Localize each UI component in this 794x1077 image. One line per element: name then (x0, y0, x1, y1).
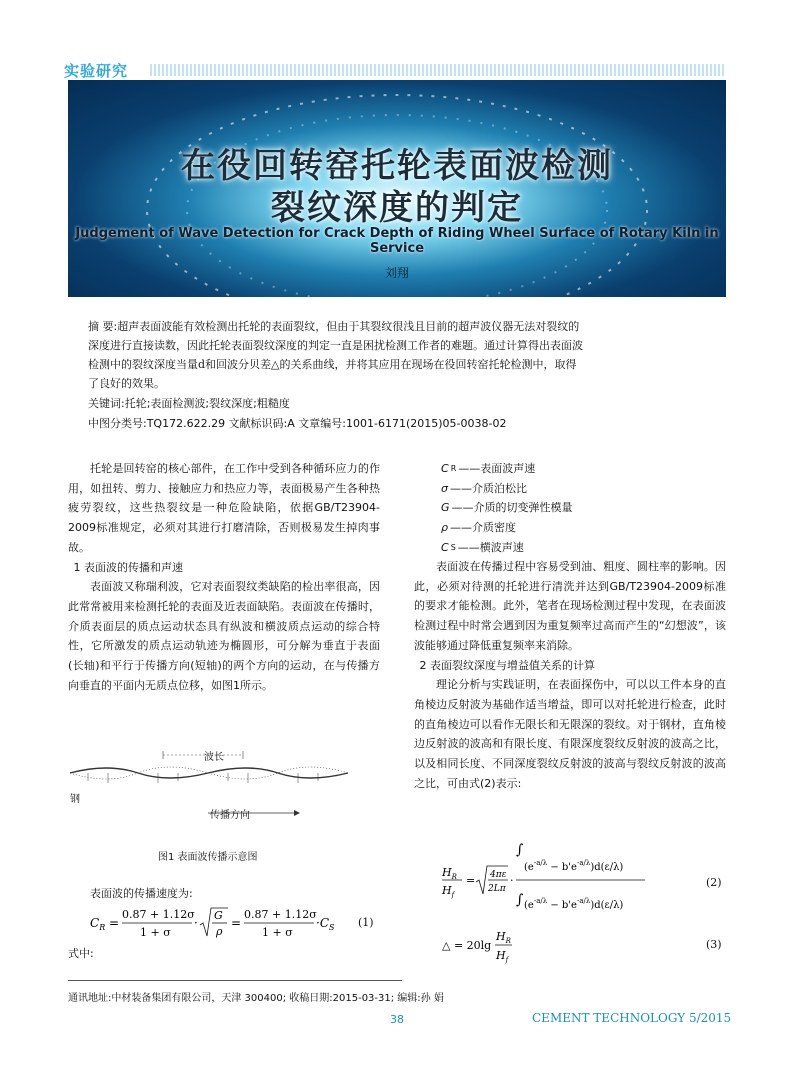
symbol-desc: ——介质泊松比 (449, 481, 527, 495)
line: 托轮进行检查，此时的直角棱边可以看作无限长和无限 (414, 697, 727, 731)
abstract-line-2: 深度进行直接读数，因此托轮表面裂纹深度的判定一直是困扰检测工作者的难题。通过计算得出表面波 (88, 339, 583, 352)
symbol-desc: ——介质的切变弹性模量 (451, 501, 573, 515)
equation-2 (440, 842, 660, 925)
section-tag: 实验研究 (64, 62, 129, 80)
line: 度、有限深度裂纹反射波的波高之比，以及相同长度、不 (414, 737, 727, 771)
abstract-line-4: 了良好的效果。 (88, 377, 165, 390)
author: 刘翔 (384, 266, 409, 280)
symbol: σ (441, 481, 448, 495)
line: 同深度裂纹反射波的波高与裂纹反射波的波高之比，可 (414, 757, 727, 790)
svg-text:1 + σ: 1 + σ (140, 926, 171, 939)
line: 理论分析与实践证明，在表面探伤中，可以以工 (436, 678, 671, 692)
line: 为椭圆形，可分解为垂直于表面(长轴)和平行于传播方 (68, 639, 380, 673)
title-english: Judgement of Wave Detection for Crack Depth of Riding Wheel Surface of Rotary Kiln in Service (75, 226, 719, 256)
symbol: ρ (441, 521, 448, 535)
equation-3-number: (3) (706, 938, 722, 951)
line: 向(短轴)的两个方向的运动，在与传播方向垂直的平面 (68, 659, 380, 692)
svg-text:Hf: $H_f$ (442, 884, 455, 899)
symbol-def-rho (441, 518, 731, 538)
abstract-line-3: 检测中的裂纹深度当量d和回波分贝差△的关系曲线，并将其应用在现场在役回转窑托轮检测中，取得 (88, 358, 577, 371)
figure-label-wavelength: 波长 (204, 752, 224, 763)
svg-text:=: = (231, 916, 242, 930)
line: 复频率来消除。 (502, 638, 579, 652)
symbol-desc: ——介质密度 (449, 521, 516, 535)
svg-text:∫: ∫ (516, 892, 524, 908)
para-rayleigh (68, 577, 380, 695)
svg-text:△ = 20lg: △ = 20lg (442, 939, 492, 952)
line: 极易产生各种热疲劳裂纹，这些热裂纹是一种危险缺 (68, 481, 381, 515)
figure-label-direction: 传播方向 (210, 810, 250, 821)
footer-address: 通讯地址:中材装备集团有限公司，天津 300400; 收稿日期:2015-03-31; 编辑:孙 娟 (68, 993, 444, 1004)
symbol-def-cr (441, 459, 731, 479)
where-label: 式中: (68, 947, 94, 960)
line: 表面波又称瑞利波，它对表面裂纹类缺陷的检出率 (90, 580, 336, 594)
symbol-def-g (441, 498, 731, 518)
svg-text:∫: ∫ (516, 842, 524, 858)
symbol: C (441, 540, 449, 554)
line: 件本身的直角棱边反射波为基础作适当增益，即可以对 (414, 678, 726, 711)
line: 应力的作用，如扭转、剪力、接触应力和热应力等，表面 (68, 462, 381, 495)
svg-text:4πε: 4πε (490, 870, 507, 880)
line: T23904-2009标准的要求才能检测。此外，笔者在现场 (414, 579, 726, 613)
abstract-text: 超声表面波能有效检测出托轮的表面裂纹，但由于其裂纹很浅且目前的超声波仪器无法对裂纹的 (117, 320, 580, 333)
line: 和横波质点运动的综合特性，它所激发的质点运动轨迹 (68, 619, 381, 653)
speed-text: 表面波的传播速度为: (90, 887, 193, 900)
journal-name: CEMENT TECHNOLOGY 5/2015 (532, 1011, 732, 1025)
para-intro (68, 459, 380, 558)
abstract-line-1 (88, 318, 718, 336)
section-heading-2: 2 表面裂纹深度与增益值关系的计算 (419, 658, 595, 672)
svg-text:HR: $H_R$ (442, 866, 457, 881)
svg-text:0.87 + 1.12σ: 0.87 + 1.12σ (122, 908, 195, 921)
line: 检测过程中发现，在表面波检测过程中时常会遇到因为 (414, 599, 727, 633)
symbol-def-sigma (441, 479, 731, 499)
symbol-list (441, 459, 731, 558)
symbol: G (441, 501, 450, 515)
svg-text:·CS: $\cdot C_S$ (316, 916, 335, 932)
svg-text:·: · (510, 874, 514, 887)
symbol-def-cs (441, 538, 731, 558)
line: 深的裂纹。对于钢材，直角棱边反射波的波高和有限长 (414, 717, 727, 751)
equation-2-number: (2) (706, 876, 722, 889)
svg-text:=: = (466, 874, 476, 887)
svg-text:(e-a/λ − b'e-a/λ)d(ε/λ): $(e^{-a/\lambda} - b'e^{-a/\lambda})d(\varepsilon/\lambda)$ (524, 897, 624, 911)
symbol-desc: ——横波声速 (457, 540, 524, 554)
speed-intro (68, 884, 380, 904)
title-line-1: 在役回转窑托轮表面波检测 (181, 146, 613, 186)
header-stripe (150, 64, 725, 76)
symbol-subscript: R (450, 464, 457, 473)
line: 陷，依据GB/T23904-2009标准规定，必须对其进行打磨 (68, 501, 380, 535)
line: 由式(2)表示: (458, 776, 522, 790)
svg-text:1 + σ: 1 + σ (262, 926, 293, 939)
equation-1-number: (1) (358, 916, 374, 929)
left-column-text (68, 459, 380, 695)
line: 托轮是回转窑的核心部件，在工作中受到各种循环 (90, 462, 336, 475)
svg-text:HR: $H_R$ (496, 930, 511, 945)
equation-3 (440, 928, 560, 967)
svg-text:0.87 + 1.12σ: 0.87 + 1.12σ (244, 908, 317, 921)
line: 重复频率过高而产生的“幻想波”，该波能够通过降低重 (414, 619, 726, 652)
line: 很高，因此常常被用来检测托轮的表面及近表面缺陷。 (68, 580, 381, 613)
svg-text:·: · (194, 916, 198, 930)
section-heading-1: 1 表面波的传播和声速 (73, 560, 183, 574)
figure-label-steel: 钢 (70, 794, 80, 805)
title-line-2: 裂纹深度的判定 (271, 188, 523, 228)
para-theory (414, 675, 726, 793)
svg-text:(e-a/λ − b'e-a/λ)d(ε/λ): $(e^{-a/\lambda} - b'e^{-a/\lambda})d(\varepsilon/\lambda)$ (524, 859, 624, 873)
svg-text:ρ: ρ (216, 925, 223, 938)
symbol: C (441, 462, 449, 475)
figure-caption: 图1 表面波传播示意图 (158, 852, 258, 863)
line: 表面波在传播过程中容易受到油、粗度、圆柱率的 (436, 560, 682, 573)
classification: 中图分类号:TQ172.622.29 文献标识码:A 文章编号:1001-6171(2015)05-0038-02 (88, 417, 507, 430)
svg-text:G: G (214, 909, 223, 922)
svg-text:2Lπ: 2Lπ (488, 884, 506, 894)
line: 内无质点位移，如图1所示。 (134, 678, 273, 692)
symbol-subscript: S (450, 542, 456, 552)
title-banner (68, 80, 726, 297)
abstract-label: 摘 要: (88, 320, 118, 333)
footer-divider (68, 980, 402, 981)
para-influence (414, 557, 726, 656)
svg-text:Hf: $H_f$ (496, 949, 509, 964)
keywords: 关键词:托轮;表面检测波;裂纹深度;粗糙度 (88, 397, 290, 410)
line: 清除，否则极易发生掉肉事故。 (68, 521, 381, 554)
page-number: 38 (390, 1013, 404, 1026)
equation-1 (90, 906, 350, 943)
line: 表面波在传播时，介质表面层的质点运动状态具有纵波 (68, 599, 381, 633)
symbol-desc: ——表面波声速 (458, 462, 536, 475)
svg-text:CR =: $C_R$ = (90, 916, 120, 932)
right-column-text (414, 557, 726, 793)
line: 影响。因此，必须对待测的托轮进行清洗并达到GB/ (414, 560, 727, 593)
